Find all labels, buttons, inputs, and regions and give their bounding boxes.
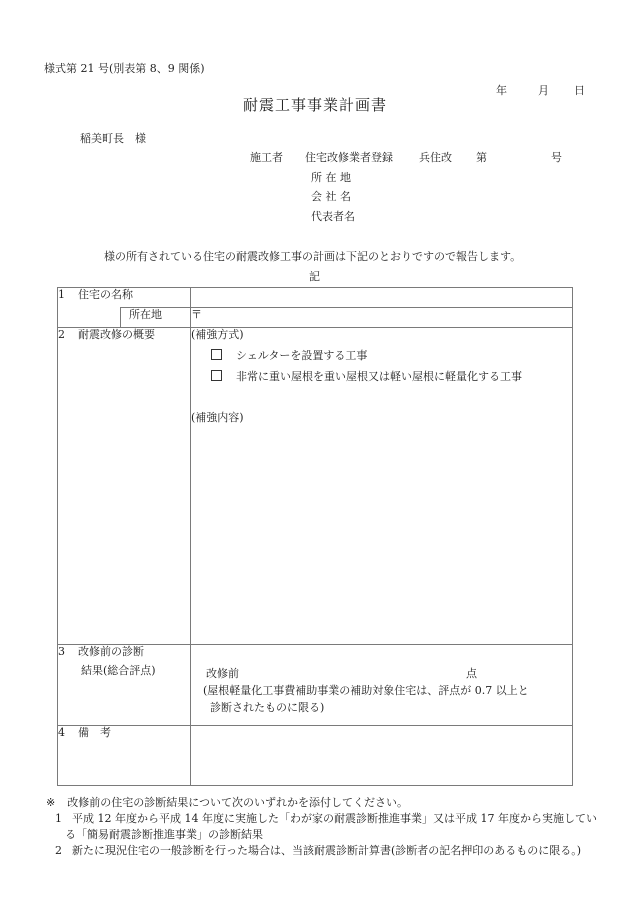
table-row-remarks — [58, 726, 573, 786]
representative-label: 代表者名 — [311, 210, 355, 223]
month-label: 月 — [538, 84, 549, 97]
option-shelter-label: シェルターを設置する工事 — [236, 349, 368, 362]
score-field[interactable] — [276, 667, 456, 681]
row-number: 4 — [58, 726, 65, 739]
diagnosis-label-line2: 結果(総合評点) — [81, 664, 156, 677]
house-name-field[interactable] — [191, 288, 573, 308]
addressee: 稲美町長 様 — [80, 132, 146, 145]
checkbox-icon[interactable] — [211, 370, 222, 381]
note-item-2: 2 新たに現況住宅の一般診断を行った場合は、当該耐震診断計算書(診断者の記名押印のあるものに限る。) — [55, 844, 582, 857]
registration-prefix: 兵住改 — [419, 151, 452, 164]
content-heading: (補強内容) — [191, 411, 244, 424]
diagnosis-note-line1: (屋根軽量化工事費補助事業の補助対象住宅は、評点が 0.7 以上と — [203, 684, 529, 697]
row-number: 1 — [58, 288, 65, 301]
document-title: 耐震工事事業計画書 — [243, 96, 388, 114]
location-label: 所在地 — [121, 308, 191, 328]
table-row-overview — [58, 328, 573, 645]
checkbox-icon[interactable] — [211, 349, 222, 360]
house-name-label: 住宅の名称 — [78, 288, 133, 301]
company-name-label: 会 社 名 — [311, 190, 351, 203]
contractor-address-label: 所 在 地 — [311, 171, 351, 184]
registration-number-prefix: 第 — [476, 151, 487, 164]
note-item-1: 1 平成 12 年度から平成 14 年度に実施した「わが家の耐震診断推進事業」又は平成 17 年度から実施している「簡易耐震診断推進事業」の診断結果 — [55, 812, 597, 841]
reference-mark: ※ — [46, 796, 56, 809]
row-number: 3 — [58, 645, 65, 658]
option-roof-label: 非常に重い屋根を重い屋根又は軽い屋根に軽量化する工事 — [236, 370, 522, 383]
registration-number-suffix: 号 — [551, 151, 562, 164]
notes-heading: ※ 改修前の住宅の診断結果について次のいずれかを添付してください。 — [46, 796, 408, 809]
form-number: 様式第 21 号(別表第 8、9 関係) — [44, 62, 205, 75]
contractor-label: 施工者 — [250, 151, 283, 164]
intro-statement: 様の所有されている住宅の耐震改修工事の計画は下記のとおりですので報告します。 — [104, 250, 522, 263]
before-label: 改修前 — [206, 667, 239, 680]
ki-label: 記 — [309, 270, 320, 283]
score-unit: 点 — [466, 667, 477, 680]
diagnosis-note-line2: 診断されたものに限る) — [210, 701, 325, 714]
option-roof-lightening[interactable] — [211, 370, 572, 384]
attachment-notes — [46, 795, 606, 859]
row-number: 2 — [58, 328, 65, 341]
remarks-label: 備 考 — [78, 726, 111, 739]
table-row-house-name — [58, 288, 573, 308]
registration-label: 住宅改修業者登録 — [305, 151, 393, 164]
diagnosis-label-line1: 改修前の診断 — [78, 645, 144, 658]
method-heading: (補強方式) — [191, 328, 244, 341]
content-field[interactable] — [191, 425, 572, 625]
plan-table — [57, 287, 573, 786]
overview-label: 耐震改修の概要 — [78, 328, 155, 341]
year-label: 年 — [496, 84, 507, 97]
option-shelter[interactable] — [211, 349, 572, 363]
table-row-location — [58, 308, 573, 328]
location-field[interactable]: 〒 — [191, 308, 573, 328]
table-row-diagnosis — [58, 645, 573, 726]
remarks-field[interactable] — [191, 726, 573, 786]
day-label: 日 — [574, 84, 585, 97]
